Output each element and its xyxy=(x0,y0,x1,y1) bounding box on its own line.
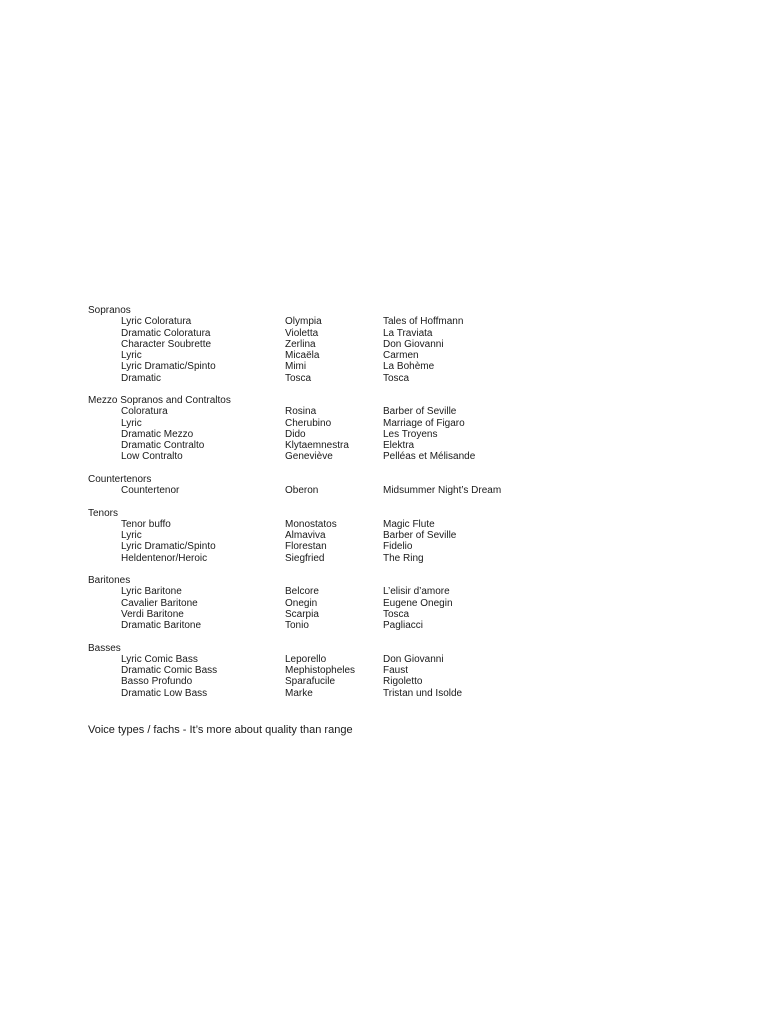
voice-row xyxy=(88,688,728,699)
role-name: Geneviève xyxy=(285,451,333,463)
voice-type: Low Contralto xyxy=(121,451,183,463)
voice-row xyxy=(88,541,728,552)
voice-type: Dramatic Coloratura xyxy=(121,327,211,339)
role-name: Micaëla xyxy=(285,350,320,361)
voice-type: Tenor buffo xyxy=(121,518,171,530)
voice-type: Countertenor xyxy=(121,485,180,496)
role-name: Leporello xyxy=(285,653,327,665)
group-title: Sopranos xyxy=(88,305,131,316)
voice-group xyxy=(88,643,728,699)
voice-type: Verdi Baritone xyxy=(121,608,184,620)
opera-title: Barber of Seville xyxy=(383,530,457,541)
opera-title: Magic Flute xyxy=(383,518,435,530)
opera-title: Midsummer Night’s Dream xyxy=(383,485,502,496)
voice-row xyxy=(88,429,728,440)
role-name: Rosina xyxy=(285,406,317,418)
caption: Voice types / fachs - It’s more about quality than range xyxy=(88,724,353,736)
voice-type: Character Soubrette xyxy=(121,338,212,350)
group-title: Tenors xyxy=(88,507,119,519)
voice-type: Lyric Coloratura xyxy=(121,316,192,328)
voice-types-list xyxy=(88,305,728,710)
voice-type: Heldentenor/Heroic xyxy=(121,552,208,564)
voice-type: Lyric xyxy=(121,417,142,429)
role-name: Onegin xyxy=(285,597,318,609)
voice-type: Dramatic Contralto xyxy=(121,440,205,451)
role-name: Oberon xyxy=(285,485,319,496)
voice-type: Coloratura xyxy=(121,406,168,418)
voice-row xyxy=(88,339,728,350)
role-name: Mephistopheles xyxy=(285,665,356,676)
role-name: Zerlina xyxy=(285,338,316,350)
opera-title: Elektra xyxy=(383,440,415,451)
role-name: Dido xyxy=(285,428,306,440)
opera-title: The Ring xyxy=(383,552,424,564)
voice-row xyxy=(88,609,728,620)
voice-row xyxy=(88,665,728,676)
role-name: Tosca xyxy=(285,372,312,384)
role-name: Cherubino xyxy=(285,417,332,429)
voice-type: Lyric Comic Bass xyxy=(121,653,198,665)
role-name: Scarpia xyxy=(285,608,319,620)
voice-row xyxy=(88,485,728,496)
voice-group xyxy=(88,474,728,497)
group-title: Mezzo Sopranos and Contraltos xyxy=(88,395,231,406)
voice-type: Lyric Dramatic/Spinto xyxy=(121,361,216,373)
opera-title: Pagliacci xyxy=(383,620,424,631)
opera-title: Barber of Seville xyxy=(383,406,457,418)
opera-title: Les Troyens xyxy=(383,428,438,440)
role-name: Mimi xyxy=(285,361,307,373)
opera-title: Pelléas et Mélisande xyxy=(383,451,476,463)
opera-title: Faust xyxy=(383,665,409,676)
voice-type: Dramatic Low Bass xyxy=(121,687,208,699)
voice-type: Basso Profundo xyxy=(121,676,193,688)
voice-type: Cavalier Baritone xyxy=(121,597,198,609)
group-title: Baritones xyxy=(88,575,131,586)
voice-row xyxy=(88,418,728,429)
role-name: Marke xyxy=(285,687,313,699)
voice-type: Lyric xyxy=(121,530,142,541)
opera-title: Fidelio xyxy=(383,541,413,553)
voice-row xyxy=(88,373,728,384)
group-title: Basses xyxy=(88,642,121,654)
voice-row xyxy=(88,654,728,665)
voice-row xyxy=(88,519,728,530)
voice-group xyxy=(88,305,728,384)
voice-row xyxy=(88,553,728,564)
voice-group xyxy=(88,395,728,463)
opera-title: Don Giovanni xyxy=(383,338,444,350)
role-name: Almaviva xyxy=(285,530,326,541)
voice-row xyxy=(88,451,728,462)
voice-type: Lyric xyxy=(121,350,142,361)
voice-group xyxy=(88,508,728,564)
opera-title: Rigoletto xyxy=(383,676,423,688)
voice-row xyxy=(88,676,728,687)
role-name: Tonio xyxy=(285,620,309,631)
voice-row xyxy=(88,620,728,631)
group-title: Countertenors xyxy=(88,473,152,485)
opera-title: Eugene Onegin xyxy=(383,597,453,609)
opera-title: Tosca xyxy=(383,608,410,620)
opera-title: La Bohème xyxy=(383,361,435,373)
voice-type: Dramatic xyxy=(121,372,162,384)
role-name: Violetta xyxy=(285,327,319,339)
role-name: Florestan xyxy=(285,541,327,553)
voice-row xyxy=(88,361,728,372)
opera-title: Marriage of Figaro xyxy=(383,417,465,429)
voice-row xyxy=(88,598,728,609)
role-name: Olympia xyxy=(285,316,322,328)
opera-title: La Traviata xyxy=(383,327,433,339)
voice-type: Lyric Baritone xyxy=(121,586,182,598)
voice-row xyxy=(88,440,728,451)
opera-title: Don Giovanni xyxy=(383,653,444,665)
opera-title: Tosca xyxy=(383,372,410,384)
voice-row xyxy=(88,350,728,361)
role-name: Klytaemnestra xyxy=(285,440,349,451)
opera-title: Tristan und Isolde xyxy=(383,687,463,699)
voice-type: Dramatic Mezzo xyxy=(121,428,194,440)
role-name: Sparafucile xyxy=(285,676,336,688)
voice-row xyxy=(88,530,728,541)
voice-row xyxy=(88,316,728,327)
voice-row xyxy=(88,586,728,597)
role-name: Siegfried xyxy=(285,552,325,564)
role-name: Monostatos xyxy=(285,518,337,530)
voice-type: Lyric Dramatic/Spinto xyxy=(121,541,216,553)
opera-title: L’elisir d’amore xyxy=(383,586,450,598)
voice-type: Dramatic Comic Bass xyxy=(121,665,218,676)
voice-row xyxy=(88,406,728,417)
opera-title: Carmen xyxy=(383,350,419,361)
opera-title: Tales of Hoffmann xyxy=(383,316,464,328)
voice-row xyxy=(88,328,728,339)
role-name: Belcore xyxy=(285,586,319,598)
voice-type: Dramatic Baritone xyxy=(121,620,202,631)
voice-group xyxy=(88,575,728,631)
